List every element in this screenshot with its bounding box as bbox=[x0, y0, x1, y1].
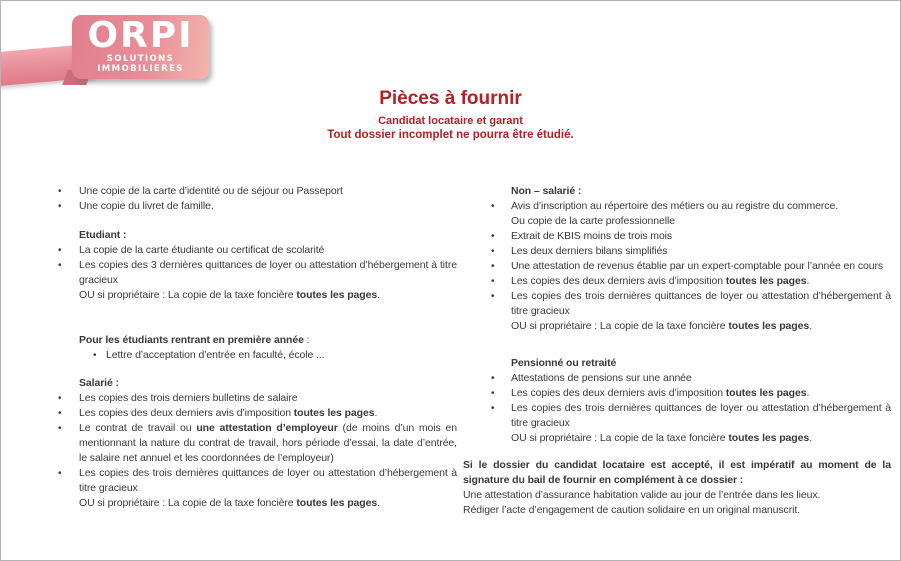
item-text: Les copies des trois dernières quittances de loyer ou attestation d’hébergement à titre gracieux bbox=[79, 467, 457, 494]
section bbox=[38, 376, 457, 511]
list-item bbox=[38, 243, 457, 258]
bullet-icon: • bbox=[58, 393, 62, 404]
section bbox=[463, 458, 891, 518]
item-text: Avis d’inscription au répertoire des métiers ou au registre du commerce. bbox=[511, 200, 839, 212]
bullet-icon: • bbox=[58, 245, 62, 256]
item-text: Les copies des trois dernières quittances de loyer ou attestation d’hébergement à titre gracieux bbox=[511, 402, 891, 429]
bullet-icon: • bbox=[491, 201, 495, 212]
section bbox=[38, 333, 457, 363]
list-item bbox=[463, 289, 891, 334]
bullet-icon: • bbox=[58, 468, 62, 479]
section-heading: Pour les étudiants rentrant en première année : bbox=[79, 334, 310, 346]
section bbox=[38, 228, 457, 303]
list-item bbox=[38, 184, 457, 199]
item-text: Le contrat de travail ou une attestation d’employeur (de moins d’un mois en mentionnant la nature du contrat de travail, hors période d’essai, la date d’entrée, le salaire net annuel et les coordonnées de l’employeur) bbox=[79, 422, 457, 464]
bullet-icon: • bbox=[491, 246, 495, 257]
item-text: Les copies des trois dernières quittances de loyer ou attestation d’hébergement à titre gracieux bbox=[511, 290, 891, 317]
list-item bbox=[38, 391, 457, 406]
item-text: Lettre d’acceptation d’entrée en faculté, école ... bbox=[106, 349, 325, 361]
item-text: Extrait de KBIS moins de trois mois bbox=[511, 230, 673, 242]
item-text: Les copies des 3 dernières quittances de loyer ou attestation d’hébergement à titre gracieux bbox=[79, 259, 457, 286]
list-item bbox=[38, 258, 457, 303]
section-heading: Non – salarié : bbox=[511, 185, 582, 197]
logo-tagline: SOLUTIONS IMMOBILIERES bbox=[97, 54, 184, 74]
bullet-icon: • bbox=[58, 186, 62, 197]
bullet-icon: • bbox=[491, 261, 495, 272]
bullet-icon: • bbox=[491, 373, 495, 384]
item-text: Une copie du livret de famille. bbox=[79, 200, 214, 212]
incomplete-warning: Tout dossier incomplet ne pourra être étudié. bbox=[327, 129, 574, 141]
item-text: Les copies des deux derniers avis d’imposition toutes les pages. bbox=[79, 407, 378, 419]
list-item bbox=[463, 371, 891, 386]
item-continuation: OU si propriétaire : La copie de la taxe foncière toutes les pages. bbox=[511, 432, 812, 444]
item-continuation: Ou copie de la carte professionnelle bbox=[511, 215, 675, 227]
document-header bbox=[1, 87, 900, 141]
list-item bbox=[463, 401, 891, 446]
list-item bbox=[463, 244, 891, 259]
item-text: Les copies des deux derniers avis d’imposition toutes les pages. bbox=[511, 387, 810, 399]
section bbox=[463, 184, 891, 334]
list-item bbox=[38, 466, 457, 511]
item-text: La copie de la carte étudiante ou certificat de scolarité bbox=[79, 244, 325, 256]
bullet-icon: • bbox=[491, 388, 495, 399]
bullet-icon: • bbox=[58, 260, 62, 271]
left-column bbox=[38, 184, 457, 511]
footer-line: Rédiger l’acte d’engagement de caution solidaire en un original manuscrit. bbox=[463, 504, 800, 516]
item-continuation: OU si propriétaire : La copie de la taxe foncière toutes les pages. bbox=[79, 497, 380, 509]
bullet-icon: • bbox=[58, 201, 62, 212]
section bbox=[38, 184, 457, 214]
list-item bbox=[463, 386, 891, 401]
section-heading: Salarié : bbox=[79, 377, 119, 389]
list-item bbox=[463, 199, 891, 229]
item-text: Les copies des deux derniers avis d’imposition toutes les pages. bbox=[511, 275, 810, 287]
logo-brand: ORPI bbox=[87, 15, 194, 56]
list-item bbox=[463, 259, 891, 274]
item-text: Une copie de la carte d’identité ou de séjour ou Passeport bbox=[79, 185, 343, 197]
logo-card bbox=[72, 15, 209, 79]
right-column bbox=[463, 184, 891, 518]
page-title: Pièces à fournir bbox=[379, 88, 522, 109]
list-item bbox=[463, 229, 891, 244]
item-text: Attestations de pensions sur une année bbox=[511, 372, 692, 384]
page-subtitle: Candidat locataire et garant bbox=[378, 115, 523, 127]
item-text: Les deux derniers bilans simplifiés bbox=[511, 245, 668, 257]
bullet-icon: • bbox=[58, 408, 62, 419]
list-item bbox=[38, 406, 457, 421]
item-continuation: OU si propriétaire : La copie de la taxe foncière toutes les pages. bbox=[79, 289, 380, 301]
list-item bbox=[38, 348, 457, 363]
list-item bbox=[38, 421, 457, 466]
item-continuation: OU si propriétaire : La copie de la taxe foncière toutes les pages. bbox=[511, 320, 812, 332]
list-item bbox=[38, 199, 457, 214]
bullet-icon: • bbox=[491, 231, 495, 242]
item-text: Une attestation de revenus établie par un expert-comptable pour l’année en cours bbox=[511, 260, 883, 272]
item-text: Les copies des trois derniers bulletins de salaire bbox=[79, 392, 298, 404]
bullet-icon: • bbox=[93, 350, 97, 361]
list-item bbox=[463, 274, 891, 289]
bullet-icon: • bbox=[491, 403, 495, 414]
bullet-icon: • bbox=[491, 291, 495, 302]
footer-lead: Si le dossier du candidat locataire est accepté, il est impératif au moment de la signature du bail de fournir en complément à ce dossier : bbox=[463, 459, 891, 486]
section-heading: Etudiant : bbox=[79, 229, 127, 241]
bullet-icon: • bbox=[58, 423, 62, 434]
bullet-icon: • bbox=[491, 276, 495, 287]
section bbox=[463, 356, 891, 446]
section-heading: Pensionné ou retraité bbox=[511, 357, 617, 369]
footer-line: Une attestation d’assurance habitation valide au jour de l’entrée dans les lieux. bbox=[463, 489, 821, 501]
